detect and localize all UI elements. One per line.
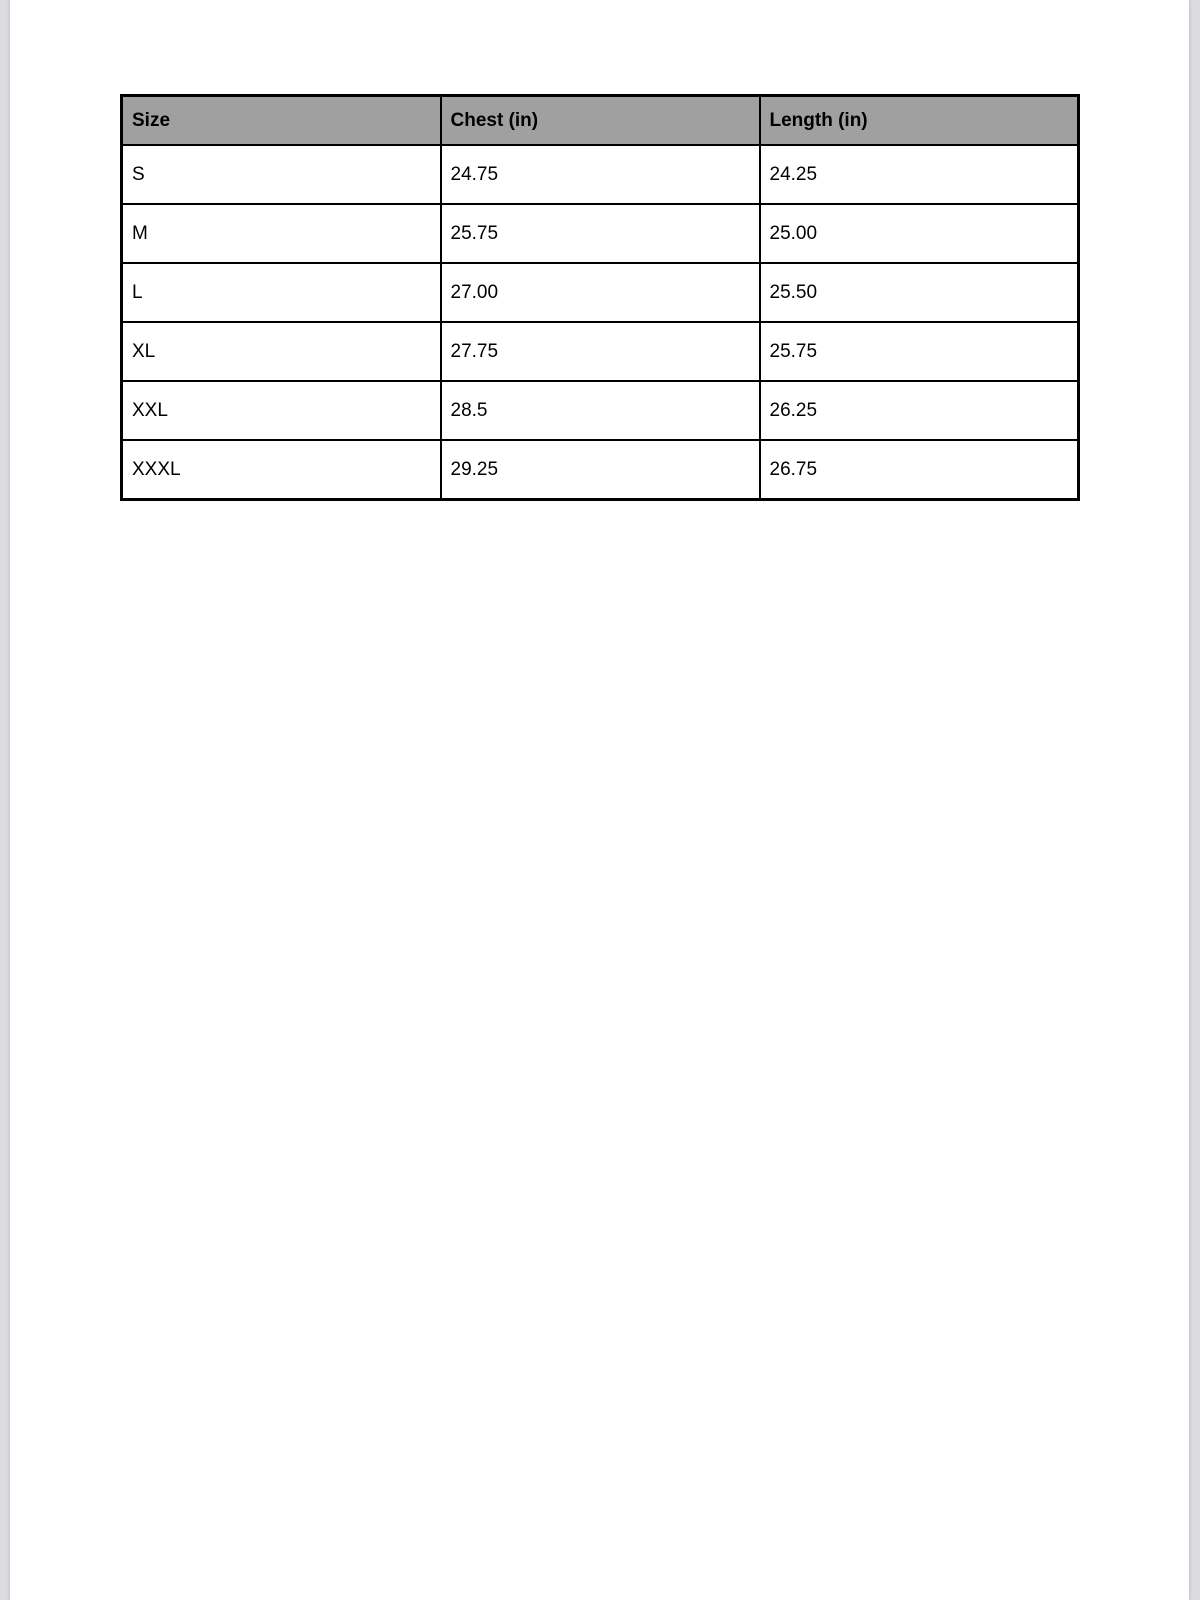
table-row bbox=[122, 381, 1079, 440]
table-row bbox=[122, 204, 1079, 263]
column-header-length: Length (in) bbox=[760, 96, 1079, 146]
chest-cell: 24.75 bbox=[441, 145, 760, 204]
size-cell: XL bbox=[122, 322, 441, 381]
chest-cell: 28.5 bbox=[441, 381, 760, 440]
column-header-size: Size bbox=[122, 96, 441, 146]
table-row bbox=[122, 322, 1079, 381]
length-cell: 26.25 bbox=[760, 381, 1079, 440]
table-row bbox=[122, 263, 1079, 322]
document-page bbox=[10, 0, 1189, 1600]
table-row bbox=[122, 145, 1079, 204]
chest-cell: 25.75 bbox=[441, 204, 760, 263]
chest-cell: 29.25 bbox=[441, 440, 760, 500]
size-cell: S bbox=[122, 145, 441, 204]
length-cell: 25.50 bbox=[760, 263, 1079, 322]
size-cell: XXXL bbox=[122, 440, 441, 500]
chest-cell: 27.00 bbox=[441, 263, 760, 322]
table-row bbox=[122, 440, 1079, 500]
size-cell: XXL bbox=[122, 381, 441, 440]
table-header-row bbox=[122, 96, 1079, 146]
length-cell: 26.75 bbox=[760, 440, 1079, 500]
size-chart-table bbox=[120, 94, 1080, 501]
length-cell: 25.00 bbox=[760, 204, 1079, 263]
column-header-chest: Chest (in) bbox=[441, 96, 760, 146]
length-cell: 24.25 bbox=[760, 145, 1079, 204]
size-cell: M bbox=[122, 204, 441, 263]
chest-cell: 27.75 bbox=[441, 322, 760, 381]
size-cell: L bbox=[122, 263, 441, 322]
length-cell: 25.75 bbox=[760, 322, 1079, 381]
